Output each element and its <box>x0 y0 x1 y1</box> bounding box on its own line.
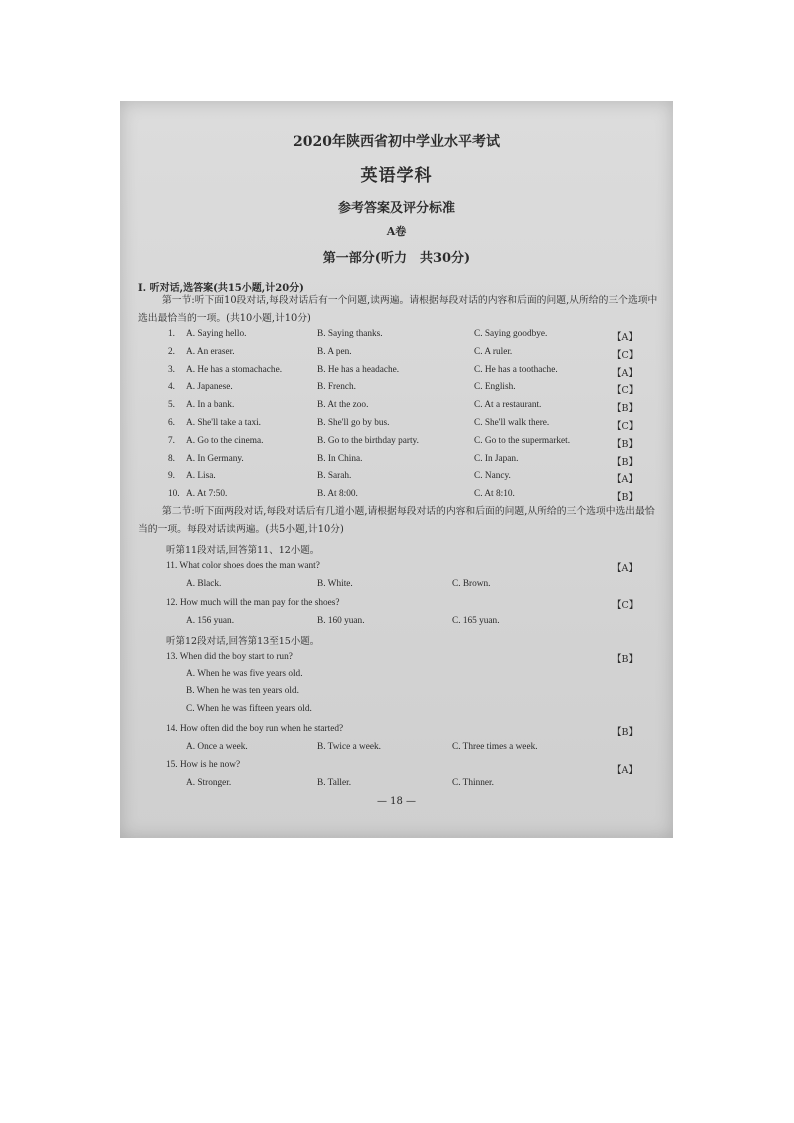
volume-label: A卷 <box>386 225 407 238</box>
option-b: B. Sarah. <box>317 471 352 481</box>
q11-answer: 【A】 <box>612 563 638 574</box>
answer-key: 【B】 <box>612 439 638 450</box>
q14-answer: 【B】 <box>612 727 638 738</box>
option-c: C. In Japan. <box>474 454 519 464</box>
option-a: A. Go to the cinema. <box>186 436 264 446</box>
question-number: 3. <box>168 365 175 375</box>
option-a: A. An eraser. <box>186 347 235 357</box>
q13-option-a: A. When he was five years old. <box>186 669 303 679</box>
q11-option-c: C. Brown. <box>452 579 491 589</box>
dialog12-intro: 听第12段对话,回答第13至15小题。 <box>166 636 320 647</box>
option-a: A. In a bank. <box>186 400 235 410</box>
option-b: B. She'll go by bus. <box>317 418 390 428</box>
q13-answer: 【B】 <box>612 654 638 665</box>
q13-option-c: C. When he was fifteen years old. <box>186 704 312 714</box>
option-a: A. At 7:50. <box>186 489 228 499</box>
question-number: 8. <box>168 454 175 464</box>
q11-stem: 11. What color shoes does the man want? <box>166 561 320 571</box>
option-b: B. At the zoo. <box>317 400 369 410</box>
q12-option-b: B. 160 yuan. <box>317 616 365 626</box>
part-title: 第一部分(听力 共30分) <box>322 251 471 266</box>
option-a: A. He has a stomachache. <box>186 365 283 375</box>
q15-option-a: A. Stronger. <box>186 778 232 788</box>
question-number: 6. <box>168 418 175 428</box>
q12-option-a: A. 156 yuan. <box>186 616 235 626</box>
option-b: B. A pen. <box>317 347 352 357</box>
question-number: 2. <box>168 347 175 357</box>
question-number: 9. <box>168 471 175 481</box>
question-number: 5. <box>168 400 175 410</box>
q15-stem: 15. How is he now? <box>166 760 241 770</box>
option-c: C. A ruler. <box>474 347 513 357</box>
option-b: B. At 8:00. <box>317 489 358 499</box>
q14-option-a: A. Once a week. <box>186 742 248 752</box>
option-c: C. English. <box>474 382 516 392</box>
q15-answer: 【A】 <box>612 765 638 776</box>
option-a: A. In Germany. <box>186 454 244 464</box>
answer-key: 【A】 <box>612 474 638 485</box>
option-c: C. She'll walk there. <box>474 418 550 428</box>
question-number: 7. <box>168 436 175 446</box>
subject-title: 英语学科 <box>360 166 433 186</box>
answer-key: 【C】 <box>612 421 639 432</box>
option-a: A. She'll take a taxi. <box>186 418 261 428</box>
dialog11-intro: 听第11段对话,回答第11、12小题。 <box>166 545 320 556</box>
q13-option-b: B. When he was ten years old. <box>186 686 299 696</box>
option-c: C. Go to the supermarket. <box>474 436 571 446</box>
q14-option-b: B. Twice a week. <box>317 742 381 752</box>
option-c: C. He has a toothache. <box>474 365 558 375</box>
q12-answer: 【C】 <box>612 600 639 611</box>
page-number: — 18 — <box>376 796 417 807</box>
section-heading: Ⅰ. 听对话,选答案(共15小题,计20分) <box>138 283 304 294</box>
exam-title: 2020年陕西省初中学业水平考试 <box>293 134 500 150</box>
q15-option-c: C. Thinner. <box>452 778 494 788</box>
part2-instructions: 第二节:听下面两段对话,每段对话后有几道小题,请根据每段对话的内容和后面的问题,从所给的三个选项中选出最恰当的一项。每段对话读两遍。(共5小题,计10分) <box>138 506 655 535</box>
scanned-page <box>120 101 673 838</box>
question-number: 4. <box>168 382 175 392</box>
answer-key: 【C】 <box>612 350 639 361</box>
option-b: B. Go to the birthday party. <box>317 436 419 446</box>
option-b: B. French. <box>317 382 356 392</box>
q11-option-b: B. White. <box>317 579 353 589</box>
option-a: A. Lisa. <box>186 471 216 481</box>
doc-title: 参考答案及评分标准 <box>337 201 455 216</box>
answer-key: 【B】 <box>612 457 638 468</box>
option-b: B. He has a headache. <box>317 365 400 375</box>
option-b: B. In China. <box>317 454 363 464</box>
q14-option-c: C. Three times a week. <box>452 742 538 752</box>
q14-stem: 14. How often did the boy run when he started? <box>166 724 344 734</box>
answer-key: 【C】 <box>612 385 639 396</box>
part1-instructions: 第一节:听下面10段对话,每段对话后有一个问题,读两遍。请根据每段对话的内容和后面的问题,从所给的三个选项中选出最恰当的一项。(共10小题,计10分) <box>138 295 658 324</box>
option-c: C. At 8:10. <box>474 489 515 499</box>
answer-key: 【A】 <box>612 332 638 343</box>
question-number: 1. <box>168 329 175 339</box>
question-number: 10. <box>168 489 180 499</box>
q15-option-b: B. Taller. <box>317 778 352 788</box>
option-c: C. At a restaurant. <box>474 400 542 410</box>
answer-key: 【A】 <box>612 368 638 379</box>
q13-stem: 13. When did the boy start to run? <box>166 652 293 662</box>
option-c: C. Saying goodbye. <box>474 329 548 339</box>
q12-stem: 12. How much will the man pay for the shoes? <box>166 598 340 608</box>
answer-key: 【B】 <box>612 403 638 414</box>
option-b: B. Saying thanks. <box>317 329 383 339</box>
q12-option-c: C. 165 yuan. <box>452 616 500 626</box>
q11-option-a: A. Black. <box>186 579 222 589</box>
option-c: C. Nancy. <box>474 471 511 481</box>
answer-key: 【B】 <box>612 492 638 503</box>
option-a: A. Japanese. <box>186 382 233 392</box>
option-a: A. Saying hello. <box>186 329 247 339</box>
